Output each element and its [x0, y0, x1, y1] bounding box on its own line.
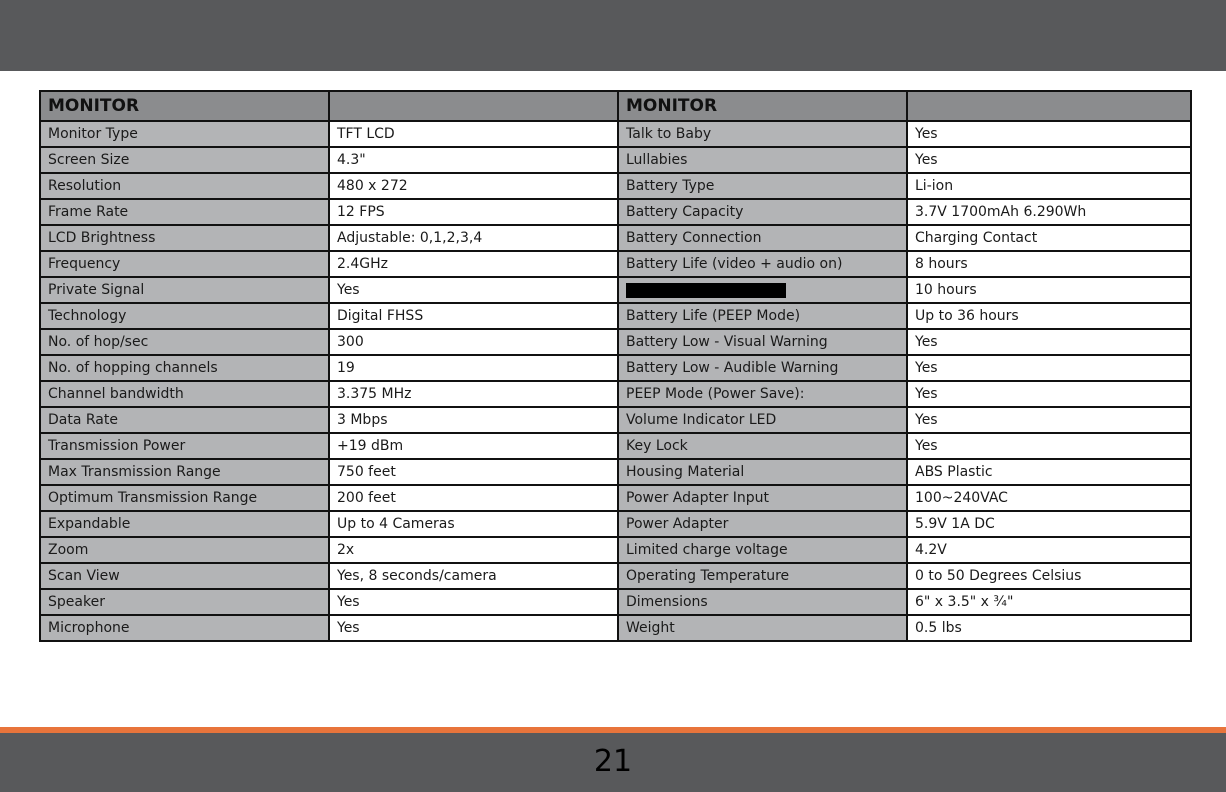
spec-value-left: Yes — [329, 277, 618, 303]
spec-value-left: Yes, 8 seconds/camera — [329, 563, 618, 589]
spec-label-left: Transmission Power — [40, 433, 329, 459]
spec-label-right: Battery Life (video + audio on) — [618, 251, 907, 277]
spec-label-left: Monitor Type — [40, 121, 329, 147]
spec-label-right: Power Adapter Input — [618, 485, 907, 511]
table-row — [40, 121, 1191, 147]
spec-label-right — [618, 277, 907, 303]
table-row — [40, 433, 1191, 459]
spec-value-left: Yes — [329, 589, 618, 615]
spec-label-right: Battery Low - Visual Warning — [618, 329, 907, 355]
spec-value-left: 12 FPS — [329, 199, 618, 225]
spec-value-right: 10 hours — [907, 277, 1191, 303]
table-row — [40, 147, 1191, 173]
spec-label-right: Housing Material — [618, 459, 907, 485]
spec-label-right: PEEP Mode (Power Save): — [618, 381, 907, 407]
spec-label-right: Dimensions — [618, 589, 907, 615]
spec-value-left: 3.375 MHz — [329, 381, 618, 407]
table-row — [40, 407, 1191, 433]
table-header-row — [40, 91, 1191, 121]
spec-value-left: 2.4GHz — [329, 251, 618, 277]
right-header: MONITOR — [618, 91, 907, 121]
spec-label-right: Power Adapter — [618, 511, 907, 537]
left-header-blank — [329, 91, 618, 121]
table-row — [40, 511, 1191, 537]
spec-value-left: 200 feet — [329, 485, 618, 511]
spec-value-right: Charging Contact — [907, 225, 1191, 251]
spec-label-left: LCD Brightness — [40, 225, 329, 251]
spec-value-left: Digital FHSS — [329, 303, 618, 329]
spec-label-right: Limited charge voltage — [618, 537, 907, 563]
spec-label-left: Screen Size — [40, 147, 329, 173]
spec-value-right: 8 hours — [907, 251, 1191, 277]
spec-value-right: 5.9V 1A DC — [907, 511, 1191, 537]
spec-label-left: Expandable — [40, 511, 329, 537]
spec-value-right: 4.2V — [907, 537, 1191, 563]
spec-value-left: 2x — [329, 537, 618, 563]
table-row — [40, 277, 1191, 303]
spec-label-left: Max Transmission Range — [40, 459, 329, 485]
spec-value-left: Adjustable: 0,1,2,3,4 — [329, 225, 618, 251]
table-row — [40, 329, 1191, 355]
spec-label-right: Battery Type — [618, 173, 907, 199]
spec-label-left: No. of hopping channels — [40, 355, 329, 381]
spec-value-right: 6" x 3.5" x ¾" — [907, 589, 1191, 615]
spec-label-left: Frequency — [40, 251, 329, 277]
spec-value-right: Up to 36 hours — [907, 303, 1191, 329]
spec-label-left: Private Signal — [40, 277, 329, 303]
table-row — [40, 563, 1191, 589]
spec-value-left: 3 Mbps — [329, 407, 618, 433]
spec-label-right: Weight — [618, 615, 907, 641]
spec-label-right: Key Lock — [618, 433, 907, 459]
spec-value-right: ABS Plastic — [907, 459, 1191, 485]
right-header-blank — [907, 91, 1191, 121]
spec-label-right: Battery Capacity — [618, 199, 907, 225]
spec-value-left: TFT LCD — [329, 121, 618, 147]
spec-value-right: Yes — [907, 433, 1191, 459]
table-row — [40, 355, 1191, 381]
spec-value-left: 19 — [329, 355, 618, 381]
spec-value-right: Yes — [907, 355, 1191, 381]
spec-value-right: 3.7V 1700mAh 6.290Wh — [907, 199, 1191, 225]
table-row — [40, 459, 1191, 485]
left-header: MONITOR — [40, 91, 329, 121]
table-row — [40, 537, 1191, 563]
spec-value-left: 300 — [329, 329, 618, 355]
spec-value-right: Yes — [907, 381, 1191, 407]
page-number: 21 — [593, 744, 633, 779]
table-row — [40, 303, 1191, 329]
spec-value-left: 750 feet — [329, 459, 618, 485]
spec-value-left: +19 dBm — [329, 433, 618, 459]
spec-label-right: Talk to Baby — [618, 121, 907, 147]
top-bar — [0, 0, 1226, 71]
spec-label-right: Lullabies — [618, 147, 907, 173]
spec-value-right: Li-ion — [907, 173, 1191, 199]
spec-label-left: No. of hop/sec — [40, 329, 329, 355]
spec-value-right: Yes — [907, 329, 1191, 355]
table-row — [40, 225, 1191, 251]
spec-label-right: Battery Life (PEEP Mode) — [618, 303, 907, 329]
spec-label-left: Microphone — [40, 615, 329, 641]
spec-value-left: 480 x 272 — [329, 173, 618, 199]
spec-value-left: Yes — [329, 615, 618, 641]
table-row — [40, 589, 1191, 615]
spec-value-right: Yes — [907, 121, 1191, 147]
table-row — [40, 199, 1191, 225]
table-row — [40, 485, 1191, 511]
spec-label-left: Scan View — [40, 563, 329, 589]
spec-table — [39, 90, 1192, 642]
spec-value-right: Yes — [907, 147, 1191, 173]
redaction-block — [626, 283, 786, 298]
spec-value-right: 0 to 50 Degrees Celsius — [907, 563, 1191, 589]
spec-label-left: Frame Rate — [40, 199, 329, 225]
spec-label-right: Volume Indicator LED — [618, 407, 907, 433]
spec-value-right: 100~240VAC — [907, 485, 1191, 511]
spec-label-right: Battery Low - Audible Warning — [618, 355, 907, 381]
table-row — [40, 173, 1191, 199]
spec-label-left: Resolution — [40, 173, 329, 199]
table-row — [40, 251, 1191, 277]
spec-label-left: Data Rate — [40, 407, 329, 433]
spec-label-right: Operating Temperature — [618, 563, 907, 589]
table-row — [40, 381, 1191, 407]
table-row — [40, 615, 1191, 641]
spec-label-left: Channel bandwidth — [40, 381, 329, 407]
spec-label-left: Technology — [40, 303, 329, 329]
spec-label-left: Speaker — [40, 589, 329, 615]
spec-value-right: Yes — [907, 407, 1191, 433]
spec-label-left: Optimum Transmission Range — [40, 485, 329, 511]
spec-value-right: 0.5 lbs — [907, 615, 1191, 641]
spec-value-left: 4.3" — [329, 147, 618, 173]
spec-label-left: Zoom — [40, 537, 329, 563]
spec-value-left: Up to 4 Cameras — [329, 511, 618, 537]
spec-label-right: Battery Connection — [618, 225, 907, 251]
